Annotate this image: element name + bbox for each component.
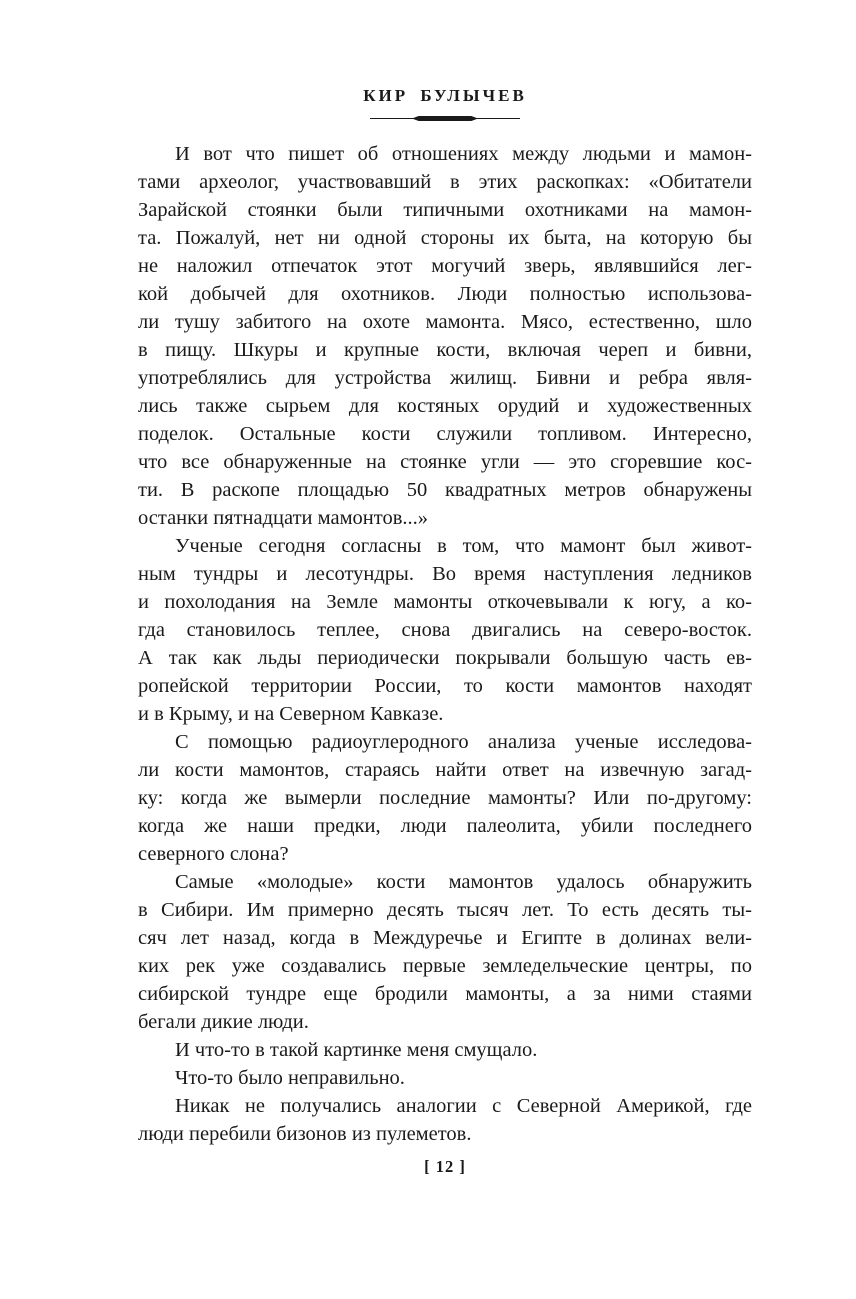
- paragraph: [138, 1092, 752, 1148]
- text-line: И вот что пишет об отношениях между людьми и мамон-: [175, 143, 752, 165]
- text-line: тами археолог, участвовавший в этих раскопках: «Обитатели: [138, 171, 752, 193]
- text-line: И что-то в такой картинке меня смущало.: [175, 1039, 538, 1061]
- text-line: поделок. Остальные кости служили топливом. Интересно,: [138, 423, 752, 445]
- text-line: когда же наши предки, люди палеолита, убили последнего: [138, 815, 752, 837]
- text-line: С помощью радиоуглеродного анализа ученые исследова-: [175, 731, 752, 753]
- page-body: [138, 140, 752, 1148]
- text-line: и похолодания на Земле мамонты откочевывали к югу, а ко-: [138, 591, 752, 613]
- text-line: употреблялись для устройства жилищ. Бивни и ребра явля-: [138, 367, 752, 389]
- author-running-title: КИР БУЛЫЧЕВ: [363, 86, 527, 105]
- text-line: сяч лет назад, когда в Междуречье и Египте в долинах вели-: [138, 927, 752, 949]
- paragraph: [138, 868, 752, 1036]
- text-line: Ученые сегодня согласны в том, что мамонт был живот-: [175, 535, 752, 557]
- text-line: Зарайской стоянки были типичными охотниками на мамон-: [138, 199, 752, 221]
- text-line: ли кости мамонтов, стараясь найти ответ на извечную загад-: [138, 759, 752, 781]
- text-line: не наложил отпечаток этот могучий зверь, являвшийся лег-: [138, 255, 752, 277]
- text-line: северного слона?: [138, 843, 289, 865]
- text-line: в Сибири. Им примерно десять тысяч лет. То есть десять ты-: [138, 899, 752, 921]
- text-line: ным тундры и лесотундры. Во время наступления ледников: [138, 563, 752, 585]
- text-line: ку: когда же вымерли последние мамонты? Или по-другому:: [138, 787, 752, 809]
- text-line: лись также сырьем для костяных орудий и художественных: [138, 395, 752, 417]
- text-line: гда становилось теплее, снова двигались на северо-восток.: [138, 619, 752, 641]
- text-line: Самые «молодые» кости мамонтов удалось обнаружить: [175, 871, 752, 893]
- text-line: ких рек уже создавались первые земледельческие центры, по: [138, 955, 752, 977]
- text-line: Что-то было неправильно.: [175, 1067, 405, 1089]
- paragraph: [138, 140, 752, 532]
- text-line: ти. В раскопе площадью 50 квадратных метров обнаружены: [138, 479, 752, 501]
- text-line: Никак не получались аналогии с Северной Америкой, где: [175, 1095, 752, 1117]
- paragraph: [138, 1036, 752, 1064]
- running-header: [138, 0, 752, 122]
- text-line: кой добычей для охотников. Люди полностью использова-: [138, 283, 752, 305]
- header-divider-ornament: [370, 116, 520, 122]
- text-block: [138, 0, 752, 1299]
- text-line: люди перебили бизонов из пулеметов.: [138, 1123, 472, 1145]
- text-line: ли тушу забитого на охоте мамонта. Мясо, естественно, шло: [138, 311, 752, 333]
- text-line: останки пятнадцати мамонтов...»: [138, 507, 429, 529]
- paragraph: [138, 532, 752, 728]
- text-line: А так как льды периодически покрывали большую часть ев-: [138, 647, 752, 669]
- text-line: сибирской тундре еще бродили мамонты, а за ними стаями: [138, 983, 752, 1005]
- text-line: ропейской территории России, то кости мамонтов находят: [138, 675, 752, 697]
- text-line: бегали дикие люди.: [138, 1011, 309, 1033]
- text-line: что все обнаруженные на стоянке угли — это сгоревшие кос-: [138, 451, 752, 473]
- paragraph: [138, 1064, 752, 1092]
- paragraph: [138, 728, 752, 868]
- text-line: и в Крыму, и на Северном Кавказе.: [138, 703, 444, 725]
- page-number: [ 12 ]: [424, 1157, 466, 1176]
- page-footer: [138, 1157, 752, 1177]
- text-line: в пищу. Шкуры и крупные кости, включая череп и бивни,: [138, 339, 752, 361]
- text-line: та. Пожалуй, нет ни одной стороны их быта, на которую бы: [138, 227, 752, 249]
- divider-thick-bar: [412, 116, 478, 121]
